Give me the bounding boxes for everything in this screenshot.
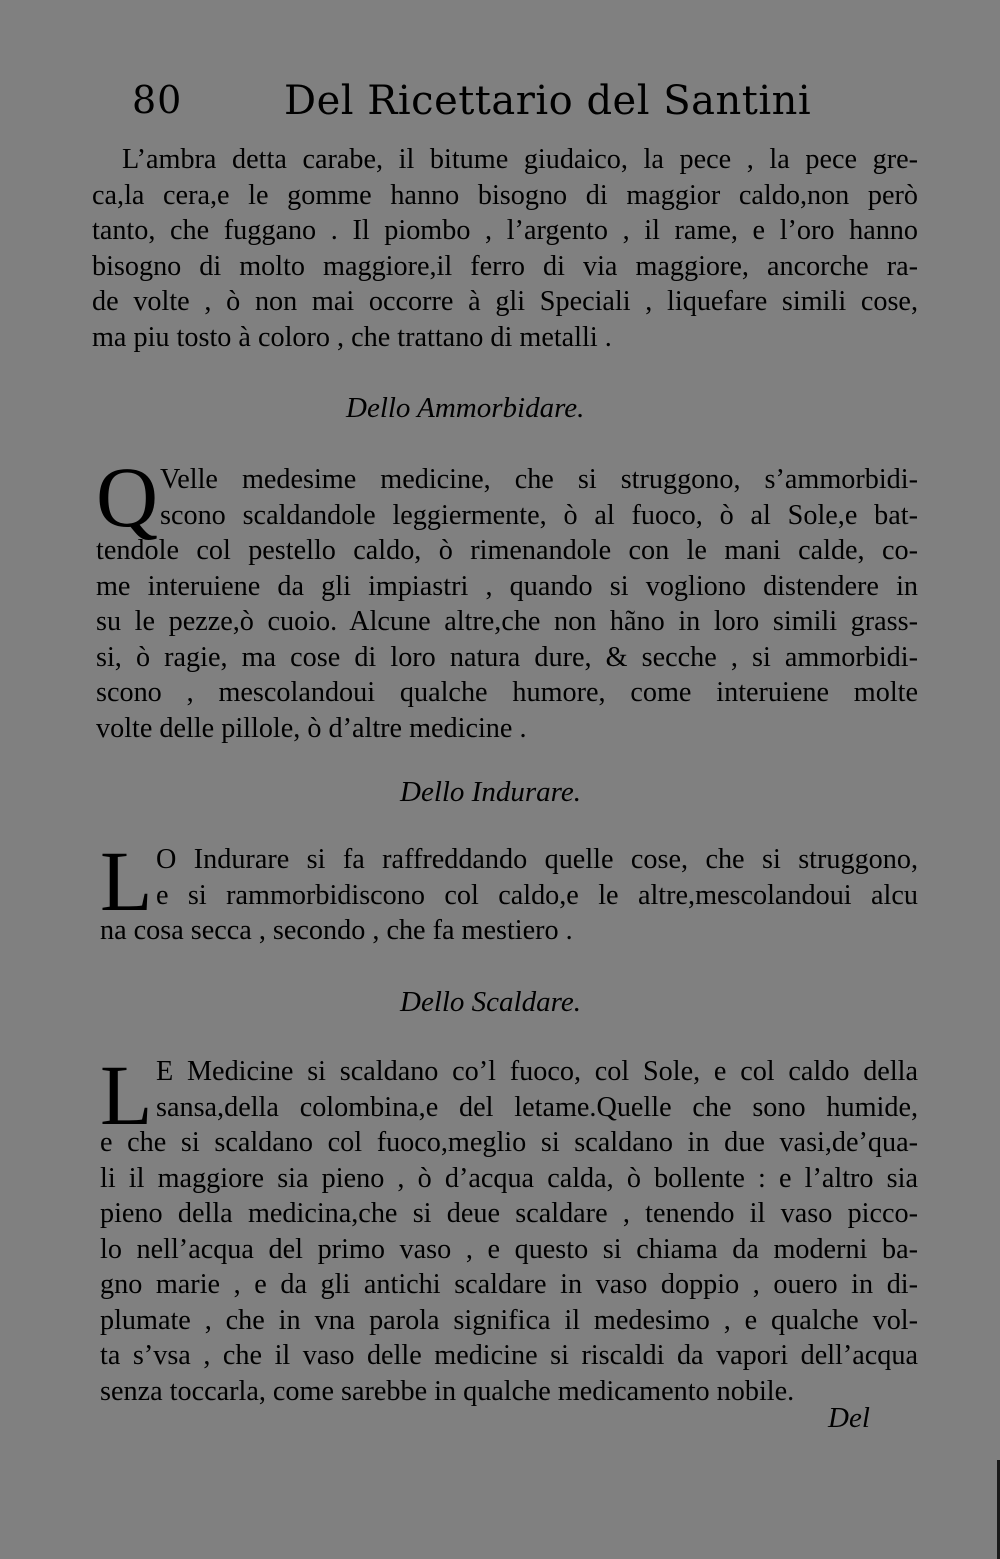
- text-line: e si rammorbidiscono col caldo,e le altre,mescolandoui alcu: [156, 879, 918, 911]
- text-line: na cosa secca , secondo , che fa mestiero .: [100, 915, 573, 946]
- text-line: scono , mescolandoui qualche humore, come interuiene molte: [96, 677, 918, 708]
- section-heading-scaldare: Dello Scaldare.: [400, 986, 581, 1018]
- text-line: ma piu tosto à coloro , che trattano di metalli .: [92, 321, 612, 353]
- text-line: lo nell’acqua del primo vaso , e questo si chiama da moderni ba-: [100, 1233, 918, 1265]
- text-line: gno marie , e da gli antichi scaldare in vaso doppio , ouero in di-: [100, 1269, 918, 1300]
- paragraph-ammorbidare: [96, 533, 918, 746]
- text-line: L’ambra detta carabe, il bitume giudaico, la pece , la pece gre-: [122, 144, 918, 175]
- drop-cap-l: L: [100, 1047, 153, 1143]
- text-line: volte delle pillole, ò d’altre medicine .: [96, 712, 527, 744]
- text-line: O Indurare si fa raffreddando quelle cose, che si struggono,: [156, 844, 918, 875]
- text-line: senza toccarla, come sarebbe in qualche medicamento nobile.: [100, 1375, 795, 1407]
- text-line: su le pezze,ò cuoio. Alcune altre,che non hãno in loro simili grass-: [96, 606, 918, 637]
- text-line: li il maggiore sia pieno , ò d’acqua calda, ò bollente : e l’altro sia: [100, 1162, 918, 1194]
- section-heading-ammorbidare: Dello Ammorbidare.: [346, 392, 585, 424]
- text-line: si, ò ragie, ma cose di loro natura dure, & secche , si ammorbidi-: [96, 641, 918, 673]
- section-heading-indurare: Dello Indurare.: [400, 776, 581, 808]
- paragraph-ammorbidare-top: [160, 462, 918, 533]
- text-line: bisogno di molto maggiore,il ferro di via maggiore, ancorche ra-: [92, 250, 918, 282]
- text-line: ca,la cera,e le gomme hanno bisogno di maggior caldo,non però: [92, 179, 918, 211]
- text-line: E Medicine si scaldano co’l fuoco, col Sole, e col caldo della: [156, 1056, 918, 1087]
- text-line: ta s’vsa , che il vaso delle medicine si riscaldi da vapori dell’acqua: [100, 1340, 918, 1371]
- paragraph-ambra: [92, 142, 918, 355]
- paragraph-indurare-top: [156, 842, 918, 913]
- drop-cap-l: L: [100, 833, 153, 929]
- text-line: Velle medesime medicine, che si struggono, s’ammorbidi-: [160, 464, 918, 495]
- drop-cap-q: Q: [96, 449, 159, 545]
- text-line: scono scaldandole leggiermente, ò al fuoco, ò al Sole,e bat-: [160, 499, 918, 531]
- running-title: Del Ricettario del Santini: [284, 78, 812, 124]
- text-line: de volte , ò non mai occorre à gli Speciali , liquefare simili cose,: [92, 286, 918, 317]
- page-header: [132, 78, 832, 130]
- text-line: tanto, che fuggano . Il piombo , l’argento , il rame, e l’oro hanno: [92, 215, 918, 246]
- text-line: plumate , che in vna parola significa il medesimo , e qualche vol-: [100, 1304, 918, 1336]
- catchword: Del: [828, 1402, 870, 1434]
- paragraph-scaldare-top: [156, 1054, 918, 1125]
- text-line: e che si scaldano col fuoco,meglio si scaldano in due vasi,de’qua-: [100, 1127, 918, 1158]
- paragraph-scaldare: [100, 1125, 918, 1409]
- paragraph-indurare: [100, 913, 918, 949]
- text-line: pieno della medicina,che si deue scaldare , tenendo il vaso picco-: [100, 1198, 918, 1229]
- text-line: sansa,della colombina,e del letame.Quelle che sono humide,: [156, 1091, 918, 1123]
- page-number: 80: [132, 78, 183, 122]
- text-line: tendole col pestello caldo, ò rimenandole con le mani calde, co-: [96, 535, 918, 566]
- text-line: me interuiene da gli impiastri , quando si vogliono distendere in: [96, 570, 918, 602]
